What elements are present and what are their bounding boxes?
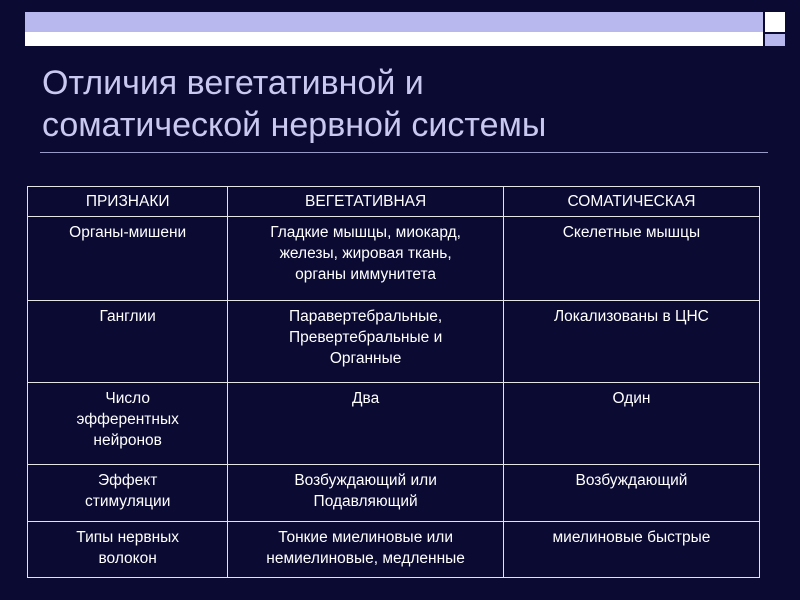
somatic-cell <box>503 383 759 465</box>
vegetative-cell <box>228 465 504 522</box>
somatic-cell <box>503 217 759 301</box>
somatic-cell <box>503 522 759 578</box>
cell-line: миелиновые быстрые <box>552 529 711 546</box>
cell-line: волокон <box>98 550 157 567</box>
table-row <box>28 522 760 578</box>
cell-line: Тонкие миелиновые или <box>278 529 453 546</box>
feature-cell <box>28 383 228 465</box>
cell-line: железы, жировая ткань, <box>279 245 452 262</box>
top-corner-decor <box>765 12 785 46</box>
comparison-table <box>27 186 760 578</box>
header-features: ПРИЗНАКИ <box>28 187 228 217</box>
feature-cell <box>28 522 228 578</box>
vegetative-cell <box>228 301 504 383</box>
cell-line: нейронов <box>93 432 162 449</box>
slide-title-line-1: Отличия вегетативной и <box>42 64 424 102</box>
table-row <box>28 465 760 522</box>
top-corner-lavender-block <box>765 34 785 46</box>
cell-line: Эффект <box>98 472 158 489</box>
cell-line: Типы нервных <box>76 529 180 546</box>
top-corner-white-block <box>765 12 785 32</box>
cell-line: Органные <box>329 350 402 367</box>
cell-line: Паравертебральные, <box>289 308 443 325</box>
top-decor-bar-lavender <box>25 12 763 32</box>
header-vegetative: ВЕГЕТАТИВНАЯ <box>228 187 504 217</box>
table-header-row <box>28 187 760 217</box>
vegetative-cell <box>228 217 504 301</box>
cell-line: Подавляющий <box>313 493 418 510</box>
feature-cell <box>28 217 228 301</box>
cell-line: Гладкие мышцы, миокард, <box>270 224 461 241</box>
cell-line: Превертебральные и <box>288 329 443 346</box>
cell-line: органы иммунитета <box>295 266 437 283</box>
cell-line: Скелетные мышцы <box>562 224 701 241</box>
somatic-cell <box>503 301 759 383</box>
cell-line: эфферентных <box>76 411 179 428</box>
slide-title <box>42 62 762 146</box>
slide-title-line-2: соматической нервной системы <box>42 106 547 144</box>
cell-line: Два <box>352 390 380 407</box>
title-underline <box>40 152 768 153</box>
cell-line: Один <box>612 390 651 407</box>
feature-cell <box>28 465 228 522</box>
top-decor-bar-white <box>25 32 763 46</box>
table-row <box>28 301 760 383</box>
cell-line: Возбуждающий <box>575 472 688 489</box>
table-row <box>28 217 760 301</box>
cell-line: стимуляции <box>84 493 171 510</box>
cell-line: Ганглии <box>99 308 156 325</box>
cell-line: Органы-мишени <box>69 224 187 241</box>
cell-line: Возбуждающий или <box>294 472 437 489</box>
vegetative-cell <box>228 522 504 578</box>
table-row <box>28 383 760 465</box>
vegetative-cell <box>228 383 504 465</box>
cell-line: немиелиновые, медленные <box>266 550 465 567</box>
top-decor-bar <box>25 12 763 46</box>
header-somatic: СОМАТИЧЕСКАЯ <box>503 187 759 217</box>
feature-cell <box>28 301 228 383</box>
cell-line: Число <box>105 390 150 407</box>
cell-line: Локализованы в ЦНС <box>554 308 709 325</box>
somatic-cell <box>503 465 759 522</box>
